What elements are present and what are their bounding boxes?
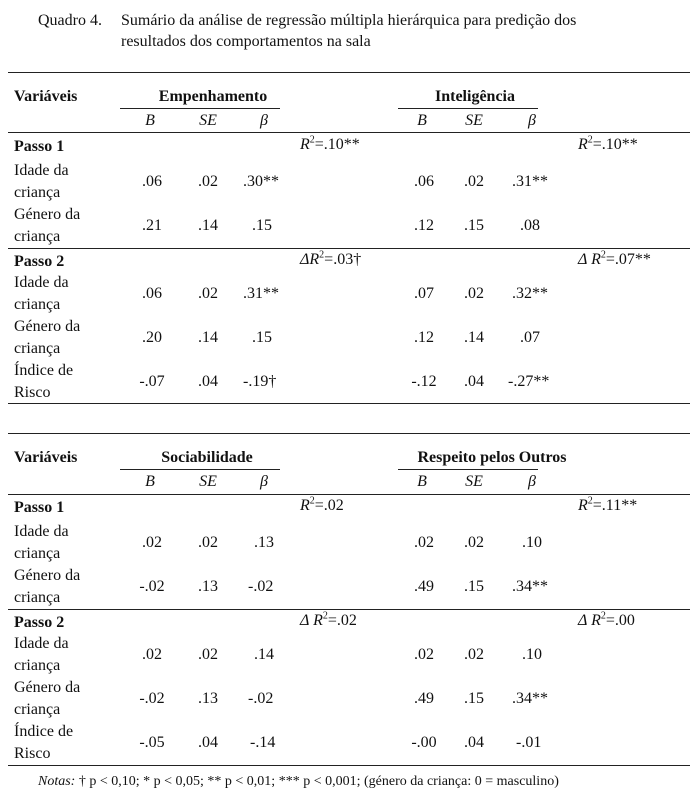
table2-step1-right-stat: $R^2=.11**$ bbox=[578, 495, 638, 514]
table-cell: -.12 bbox=[411, 373, 437, 390]
table1-row-label-l2: Risco bbox=[14, 384, 51, 401]
table-cell: .14 bbox=[464, 329, 484, 346]
table2-row-label-l2: criança bbox=[14, 589, 61, 606]
table2-step2-right-stat: Δ $R^2=.00$ bbox=[578, 610, 635, 629]
table1-var-header: Variáveis bbox=[14, 88, 78, 105]
table-cell: .49 bbox=[414, 690, 434, 707]
table1-col-b: B bbox=[145, 112, 155, 129]
table-cell: .02 bbox=[414, 534, 434, 551]
table-cell: .49 bbox=[414, 578, 434, 595]
table-cell: .14 bbox=[198, 217, 218, 234]
table-cell: .07 bbox=[520, 329, 540, 346]
table-cell: .02 bbox=[198, 646, 218, 663]
table-cell: -.27** bbox=[508, 373, 550, 390]
table2-step2-label: Passo 2 bbox=[14, 614, 65, 631]
table-cell: .34** bbox=[512, 578, 548, 595]
table1-header-rule bbox=[8, 132, 690, 133]
table2-top-rule bbox=[8, 433, 690, 434]
table2-row-label-l2: criança bbox=[14, 545, 61, 562]
table2-row-label-l2: criança bbox=[14, 701, 61, 718]
table1-step2-label: Passo 2 bbox=[14, 253, 65, 270]
table2-left-title-rule bbox=[120, 469, 280, 470]
table1-row-label-l1: Género da bbox=[14, 206, 81, 223]
table1-left-title: Empenhamento bbox=[158, 88, 268, 105]
table1-step1-label: Passo 1 bbox=[14, 138, 65, 155]
table-cell: .07 bbox=[414, 285, 434, 302]
table1-col-se2: SE bbox=[465, 112, 483, 129]
table1-step-rule bbox=[8, 248, 690, 249]
table1-row-label-l1: Género da bbox=[14, 318, 81, 335]
caption-label: Quadro 4. bbox=[38, 12, 102, 29]
table2-step-rule bbox=[8, 609, 690, 610]
table-cell: .06 bbox=[142, 285, 162, 302]
table-cell: -.02 bbox=[139, 578, 165, 595]
table1-step2-right-stat: Δ $R^2=.07**$ bbox=[578, 249, 651, 268]
table2-col-b: B bbox=[145, 473, 155, 490]
table-cell: .15 bbox=[252, 329, 272, 346]
table2-row-label-l1: Género da bbox=[14, 567, 81, 584]
table-cell: -.02 bbox=[248, 578, 274, 595]
table-cell: .10 bbox=[522, 534, 542, 551]
table-cell: .02 bbox=[464, 285, 484, 302]
table1-col-beta: β bbox=[260, 112, 268, 129]
table1-row-label-l2: criança bbox=[14, 228, 61, 245]
table1-row-label-l1: Idade da bbox=[14, 274, 69, 291]
table1-step1-left-stat: $R^2=.10**$ bbox=[300, 134, 360, 153]
table2-row-label-l2: criança bbox=[14, 657, 61, 674]
table-cell: .21 bbox=[142, 217, 162, 234]
table2-row-label-l1: Idade da bbox=[14, 635, 69, 652]
table2-row-label-l2: Risco bbox=[14, 745, 51, 762]
caption-line1: Sumário da análise de regressão múltipla hierárquica para predição dos bbox=[121, 12, 577, 29]
table-cell: .02 bbox=[464, 646, 484, 663]
table-cell: .13 bbox=[198, 578, 218, 595]
table1-row-label-l2: criança bbox=[14, 184, 61, 201]
table-cell: .02 bbox=[198, 285, 218, 302]
caption-line2: resultados dos comportamentos na sala bbox=[121, 33, 371, 50]
table-cell: .13 bbox=[254, 534, 274, 551]
table1-top-rule bbox=[8, 72, 690, 73]
table-cell: -.05 bbox=[139, 734, 165, 751]
table1-step1-right-stat: $R^2=.10**$ bbox=[578, 134, 638, 153]
notes: Notas: † p < 0,10; * p < 0,05; ** p < 0,01; *** p < 0,001; (género da criança: 0 = masculino) bbox=[38, 774, 559, 789]
table2-row-label-l1: Género da bbox=[14, 679, 81, 696]
table-cell: .06 bbox=[414, 173, 434, 190]
table1-right-title-rule bbox=[398, 108, 538, 109]
table-cell: -.02 bbox=[248, 690, 274, 707]
table1-row-label-l2: criança bbox=[14, 296, 61, 313]
table-cell: .04 bbox=[464, 373, 484, 390]
table2-var-header: Variáveis bbox=[14, 449, 78, 466]
table2-bottom-rule bbox=[8, 765, 690, 766]
table-cell: .13 bbox=[198, 690, 218, 707]
table-cell: .32** bbox=[512, 285, 548, 302]
table-cell: .15 bbox=[464, 217, 484, 234]
table2-left-title: Sociabilidade bbox=[161, 449, 253, 466]
table1-col-se: SE bbox=[199, 112, 217, 129]
table1-row-label-l1: Idade da bbox=[14, 162, 69, 179]
table-cell: -.14 bbox=[250, 734, 276, 751]
table-cell: .08 bbox=[520, 217, 540, 234]
table2-right-title: Respeito pelos Outros bbox=[417, 449, 567, 466]
table2-row-label-l1: Índice de bbox=[14, 723, 74, 740]
table-cell: .06 bbox=[142, 173, 162, 190]
table-cell: .31** bbox=[243, 285, 279, 302]
table-cell: .04 bbox=[198, 373, 218, 390]
table-cell: .02 bbox=[464, 173, 484, 190]
table1-bottom-rule bbox=[8, 403, 690, 404]
table-cell: .15 bbox=[252, 217, 272, 234]
table-cell: .02 bbox=[198, 534, 218, 551]
table2-col-b2: B bbox=[417, 473, 427, 490]
table-cell: .12 bbox=[414, 329, 434, 346]
table-cell: .20 bbox=[142, 329, 162, 346]
table-cell: .02 bbox=[142, 534, 162, 551]
table-cell: .31** bbox=[512, 173, 548, 190]
table2-step2-left-stat: Δ $R^2=.02$ bbox=[300, 610, 357, 629]
table-cell: .02 bbox=[198, 173, 218, 190]
table-cell: .34** bbox=[512, 690, 548, 707]
table-cell: .15 bbox=[464, 578, 484, 595]
table1-step2-left-stat: $\Delta R^2=.03\dagger$ bbox=[300, 249, 362, 268]
table-cell: .04 bbox=[464, 734, 484, 751]
table-cell: .14 bbox=[198, 329, 218, 346]
table-cell: .15 bbox=[464, 690, 484, 707]
table2-step1-left-stat: $R^2=.02$ bbox=[300, 495, 344, 514]
table-cell: .02 bbox=[142, 646, 162, 663]
table-cell: .04 bbox=[198, 734, 218, 751]
table-cell: .10 bbox=[522, 646, 542, 663]
table1-left-title-rule bbox=[120, 108, 280, 109]
table1-row-label-l2: criança bbox=[14, 340, 61, 357]
table2-row-label-l1: Idade da bbox=[14, 523, 69, 540]
table2-step1-label: Passo 1 bbox=[14, 499, 65, 516]
table-cell: .12 bbox=[414, 217, 434, 234]
table1-col-beta2: β bbox=[528, 112, 536, 129]
table2-right-title-rule bbox=[398, 469, 538, 470]
table2-col-beta2: β bbox=[528, 473, 536, 490]
table-cell: -.07 bbox=[139, 373, 165, 390]
table1-right-title: Inteligência bbox=[435, 88, 515, 105]
table-cell: .14 bbox=[254, 646, 274, 663]
table-cell: -.00 bbox=[411, 734, 437, 751]
table-cell: -.01 bbox=[516, 734, 542, 751]
table2-col-se2: SE bbox=[465, 473, 483, 490]
table-cell: -.02 bbox=[139, 690, 165, 707]
table-cell: .02 bbox=[464, 534, 484, 551]
table-cell: .02 bbox=[414, 646, 434, 663]
table2-col-se: SE bbox=[199, 473, 217, 490]
table2-col-beta: β bbox=[260, 473, 268, 490]
table1-col-b2: B bbox=[417, 112, 427, 129]
table-cell: .30** bbox=[243, 173, 279, 190]
table1-row-label-l1: Índice de bbox=[14, 362, 74, 379]
table-cell: -.19† bbox=[243, 373, 277, 390]
